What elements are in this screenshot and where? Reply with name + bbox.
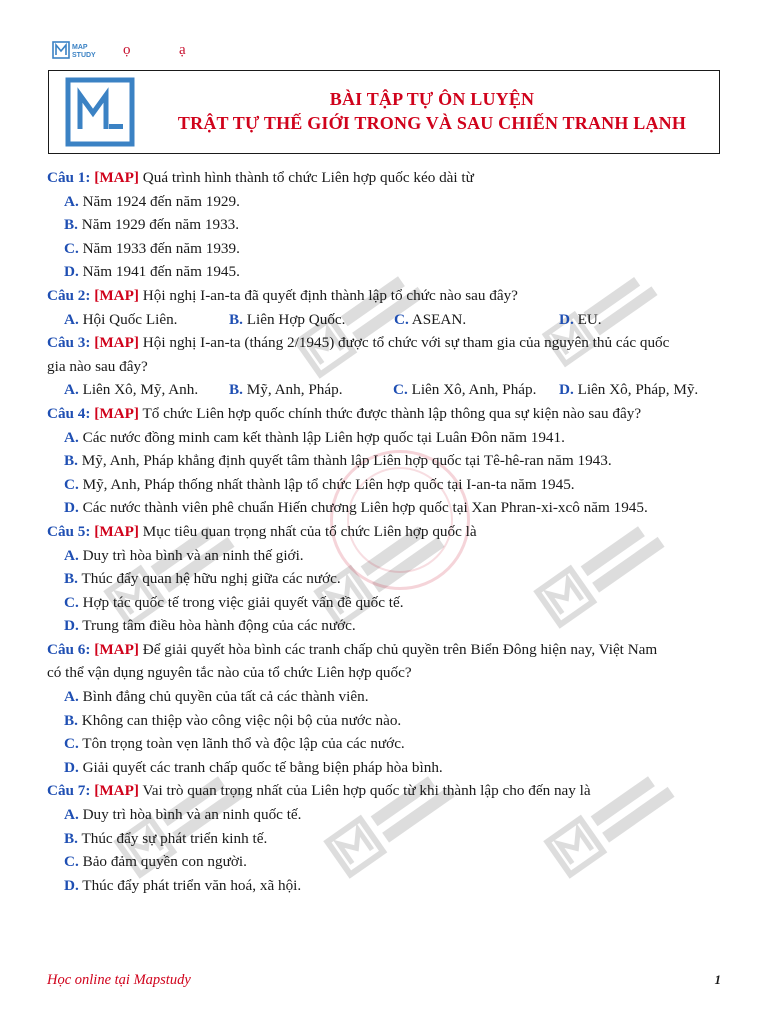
option-a: A. Các nước đồng minh cam kết thành lập Liên hợp quốc tại Luân Đôn năm 1941. [64,428,565,446]
question-text-continued: gia nào sau đây? [47,357,148,375]
option-row [47,378,727,402]
question-text: Quá trình hình thành tổ chức Liên hợp quốc kéo dài từ [142,169,474,186]
header-char-1: ọ [123,42,131,58]
question-7 [47,779,727,803]
question-tag: [MAP] [94,404,139,422]
option-d: D. Các nước thành viên phê chuẩn Hiến chương Liên hợp quốc tại Xan Phran-xi-xcô năm 1945. [64,499,648,517]
option-b: B. Không can thiệp vào công việc nội bộ của nước nào. [64,711,402,729]
option-c: C. ASEAN. [394,310,467,328]
option-a: A. Năm 1924 đến năm 1929. [64,192,240,210]
option-d: D. Thúc đẩy phát triển văn hoá, xã hội. [64,876,302,894]
question-tag: [MAP] [94,640,139,658]
question-number: Câu 6: [47,640,91,658]
question-tag: [MAP] [94,169,139,186]
question-1 [47,166,727,190]
question-number: Câu 1: [47,169,91,186]
option-a: A. Liên Xô, Mỹ, Anh. [64,381,199,399]
question-5 [47,520,727,544]
option-d: D. Giải quyết các tranh chấp quốc tế bằng biện pháp hòa bình. [64,758,443,776]
option-c: C. Bảo đảm quyền con người. [64,853,247,871]
mapstudy-logo-icon [65,77,135,147]
question-6 [47,638,727,662]
question-text: Tổ chức Liên hợp quốc chính thức được thành lập thông qua sự kiện nào sau đây? [142,404,642,422]
option-c: C. Tôn trọng toàn vẹn lãnh thổ và độc lập của các nước. [64,735,405,753]
question-tag: [MAP] [94,522,139,540]
question-4 [47,402,727,426]
mapstudy-logo-small [52,40,106,62]
question-number: Câu 4: [47,404,91,422]
question-text: Hội nghị I-an-ta đã quyết định thành lập tổ chức nào sau đây? [142,286,518,304]
question-list [47,166,727,897]
option-b: B. Thúc đẩy sự phát triển kinh tế. [64,829,268,847]
option-c: C. Mỹ, Anh, Pháp thống nhất thành lập tổ chức Liên hợp quốc tại I-an-ta năm 1945. [64,475,575,493]
question-2 [47,284,727,308]
page-title-line1: BÀI TẬP TỰ ÔN LUYỆN [329,89,535,109]
question-tag: [MAP] [94,286,139,304]
option-d: D. Liên Xô, Pháp, Mỹ. [559,381,699,399]
option-c: C. Hợp tác quốc tế trong việc giải quyết vấn đề quốc tế. [64,593,404,611]
question-number: Câu 3: [47,334,91,352]
option-a: A. Hội Quốc Liên. [64,310,178,328]
logo-text-top: MAP [72,44,88,51]
option-b: B. Mỹ, Anh, Pháp khẳng định quyết tâm thành lập Liên hợp quốc tại Tê-hê-ran năm 1943. [64,452,612,470]
option-c: C. Năm 1933 đến năm 1939. [64,239,240,257]
option-a: A. Bình đẳng chủ quyền của tất cả các thành viên. [64,688,369,706]
question-text: Vai trò quan trọng nhất của Liên hợp quốc từ khi thành lập cho đến nay là [142,782,591,800]
option-b: B. Năm 1929 đến năm 1933. [64,216,240,234]
footer-link[interactable]: Học online tại Mapstudy [47,972,191,988]
option-d: D. EU. [559,310,602,328]
title-box [48,70,720,154]
question-number: Câu 7: [47,782,91,800]
page-title-line2: TRẬT TỰ THẾ GIỚI TRONG VÀ SAU CHIẾN TRANH LẠNH [177,113,687,133]
option-b: B. Mỹ, Anh, Pháp. [229,381,343,399]
question-text: Hội nghị I-an-ta (tháng 2/1945) được tổ chức với sự tham gia của nguyên thủ các quốc [142,334,670,352]
logo-text-bottom: STUDY [72,52,96,59]
option-row [47,308,727,332]
page-number: 1 [714,972,721,987]
question-tag: [MAP] [94,782,139,800]
header-char-2: ạ [179,42,186,58]
option-a: A. Duy trì hòa bình và an ninh quốc tế. [64,806,302,824]
option-a: A. Duy trì hòa bình và an ninh thế giới. [64,546,304,564]
question-tag: [MAP] [94,334,139,352]
option-b: B. Thúc đẩy quan hệ hữu nghị giữa các nước. [64,570,341,588]
question-text-continued: có thể vận dụng nguyên tắc nào của tổ chức Liên hợp quốc? [47,664,412,682]
question-number: Câu 5: [47,522,91,540]
option-b: B. Liên Hợp Quốc. [229,310,346,328]
question-3 [47,331,727,355]
option-c: C. Liên Xô, Anh, Pháp. [393,381,537,399]
question-text: Để giải quyết hòa bình các tranh chấp chủ quyền trên Biển Đông hiện nay, Việt Nam [142,640,658,658]
option-d: D. Trung tâm điều hòa hành động của các nước. [64,617,356,635]
option-d: D. Năm 1941 đến năm 1945. [64,263,240,281]
question-number: Câu 2: [47,286,91,304]
question-text: Mục tiêu quan trọng nhất của tổ chức Liên hợp quốc là [142,522,477,540]
